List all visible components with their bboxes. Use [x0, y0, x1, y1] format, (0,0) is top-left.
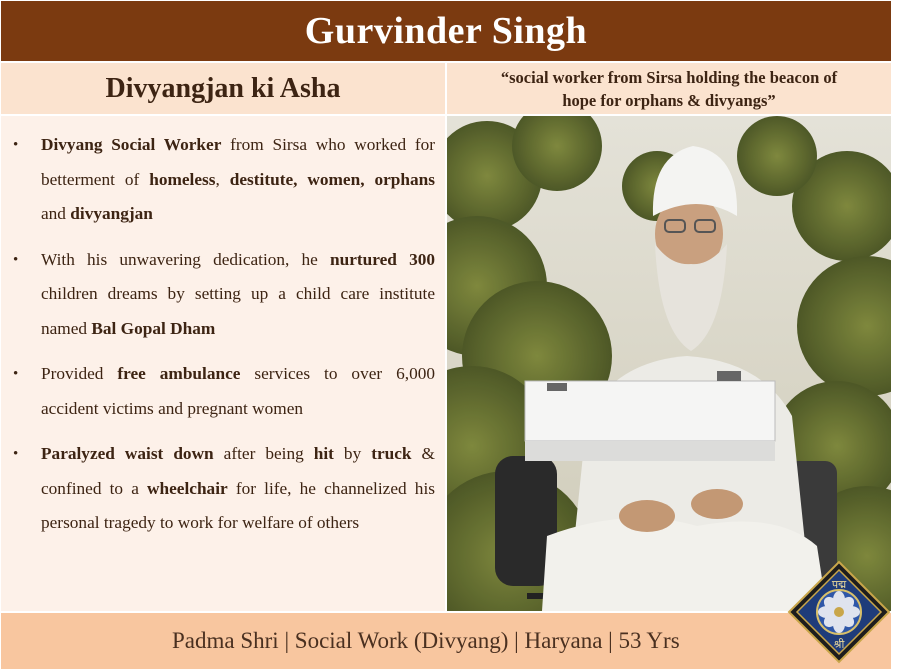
- bullet-item: [11, 357, 435, 426]
- emblem-bottom-text: श्री: [833, 638, 845, 651]
- quote: [447, 63, 891, 114]
- bullet-text-bold: destitute, women, orphans: [229, 169, 435, 189]
- page-title: Gurvinder Singh: [1, 1, 891, 61]
- bullet-text-bold: nurtured 300: [330, 249, 435, 269]
- quote-line-1: “social worker from Sirsa holding the beacon of: [500, 67, 838, 87]
- quote-line-2: hope for orphans & divyangs”: [562, 90, 776, 110]
- bullet-marker: •: [13, 251, 19, 268]
- bullet-text-bold: Paralyzed waist down: [41, 444, 214, 463]
- padma-shri-emblem: [787, 560, 891, 664]
- bullet-text-bold: homeless: [149, 169, 216, 189]
- bullet-text: from Sirsa who worked for betterment of: [41, 135, 435, 189]
- bullet-text-bold: Divyang Social Worker: [41, 135, 222, 154]
- bullet-marker: •: [13, 446, 19, 462]
- footer-text: Padma Shri | Social Work (Divyang) | Haryana | 53 Yrs: [172, 628, 680, 653]
- bullet-text: for life, he channelized his personal tragedy to work for welfare of others: [41, 478, 435, 532]
- bullet-text-bold: Bal Gopal Dham: [91, 318, 216, 338]
- bullet-text: services to over 6,000 accident victims and pregnant women: [41, 364, 435, 418]
- portrait-illustration: [447, 116, 891, 611]
- bullet-item: [11, 128, 435, 232]
- bullet-text-bold: divyangjan: [70, 204, 153, 223]
- bullet-text: by: [333, 444, 372, 463]
- bullet-marker: •: [13, 366, 19, 382]
- subtitle: Divyangjan ki Asha: [1, 63, 445, 114]
- bullet-panel: [1, 116, 445, 611]
- bullet-text: Provided: [41, 364, 118, 383]
- bullet-item: [11, 243, 435, 347]
- footer-bar: [1, 613, 891, 669]
- bullet-text-bold: free ambulance: [117, 364, 241, 383]
- bullet-text: and: [41, 204, 71, 223]
- bullet-marker: •: [13, 137, 19, 153]
- portrait-photo: [447, 116, 891, 611]
- bullet-text: after being: [213, 444, 314, 463]
- bullet-text: With his unwavering dedication, he: [41, 249, 331, 269]
- emblem-top-text: पद्म: [831, 578, 847, 591]
- bullet-list: [1, 116, 445, 541]
- bullet-text: & confined to a: [41, 444, 435, 498]
- bullet-text-bold: hit: [313, 444, 334, 463]
- bullet-item: [11, 437, 435, 541]
- bullet-text: children dreams by setting up a child care institute named: [41, 284, 435, 338]
- bullet-text-bold: truck: [371, 444, 412, 463]
- bullet-text-bold: wheelchair: [147, 478, 228, 498]
- bullet-text: ,: [215, 169, 230, 189]
